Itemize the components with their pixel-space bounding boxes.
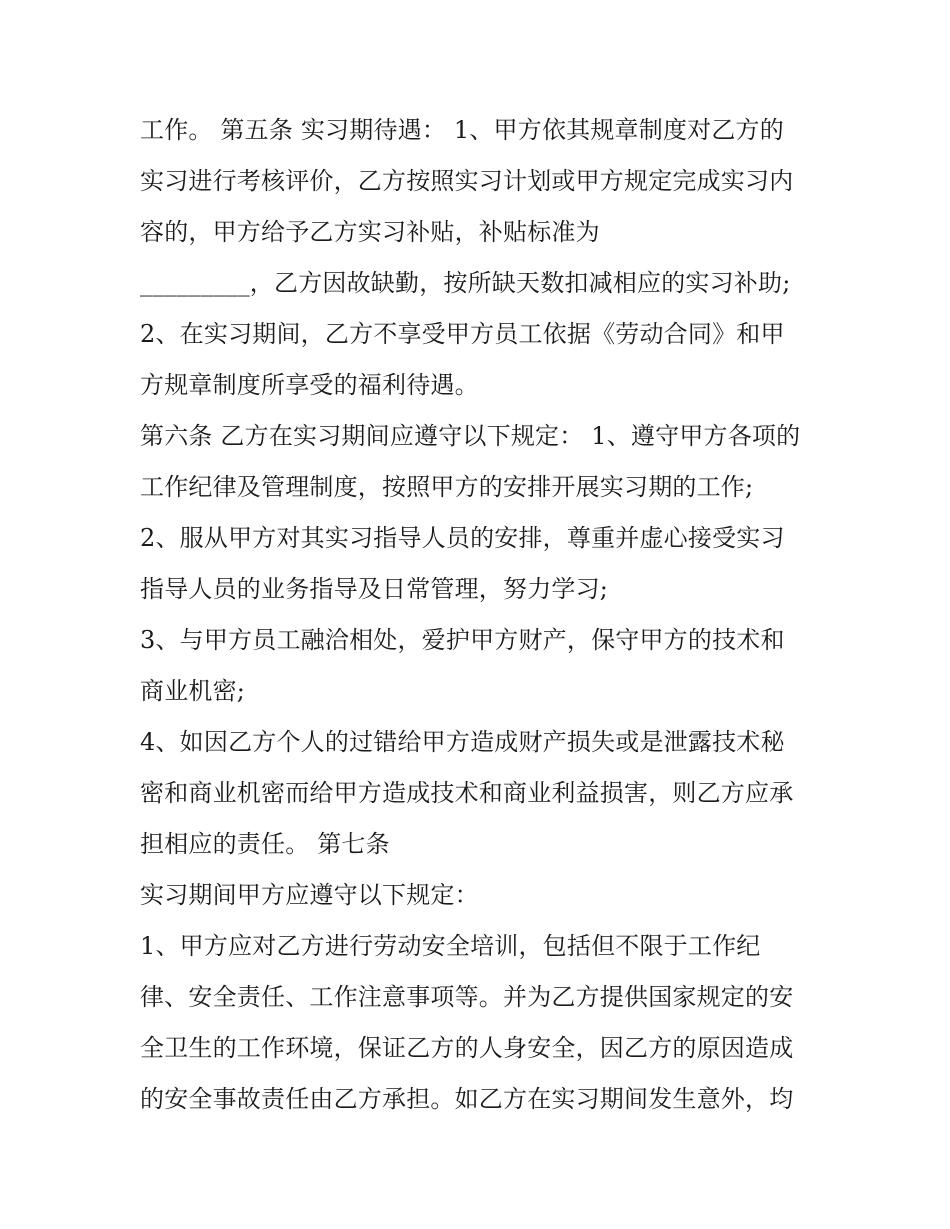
text-line: 担相应的责任。 第七条 (140, 830, 390, 858)
text-line: 实习期间甲方应遵守以下规定： (140, 881, 479, 909)
text-line: 第六条 乙方在实习期间应遵守以下规定： 1、遵守甲方各项的 (140, 422, 801, 450)
text-line: 2、服从甲方对其实习指导人员的安排，尊重并虚心接受实习 (140, 524, 785, 552)
text-line: 实习进行考核评价，乙方按照实习计划或甲方规定完成实习内 (140, 167, 794, 195)
text-line: 工作纪律及管理制度，按照甲方的安排开展实习期的工作; (140, 473, 754, 501)
text-line: _________，乙方因故缺勤，按所缺天数扣减相应的实习补助; (140, 269, 791, 297)
text-line: 3、与甲方员工融洽相处，爱护甲方财产，保守甲方的技术和 (140, 626, 785, 654)
text-line: 律、安全责任、工作注意事项等。并为乙方提供国家规定的安 (140, 983, 794, 1011)
text-line: 密和商业机密而给甲方造成技术和商业利益损害，则乙方应承 (140, 779, 794, 807)
text-line: 工作。 第五条 实习期待遇： 1、甲方依其规章制度对乙方的 (140, 116, 784, 144)
text-line: 容的，甲方给予乙方实习补贴，补贴标准为 (140, 218, 600, 246)
text-line: 方规章制度所享受的福利待遇。 (140, 371, 479, 399)
text-line: 4、如因乙方个人的过错给甲方造成财产损失或是泄露技术秘 (140, 728, 785, 756)
text-line: 的安全事故责任由乙方承担。如乙方在实习期间发生意外，均 (140, 1085, 794, 1113)
text-line: 商业机密; (140, 677, 246, 705)
text-line: 2、在实习期间，乙方不享受甲方员工依据《劳动合同》和甲 (140, 320, 785, 348)
document-body (140, 105, 820, 1125)
text-line: 全卫生的工作环境，保证乙方的人身安全，因乙方的原因造成 (140, 1034, 794, 1062)
text-line: 1、甲方应对乙方进行劳动安全培训，包括但不限于工作纪 (140, 932, 761, 960)
text-line: 指导人员的业务指导及日常管理，努力学习; (140, 575, 609, 603)
